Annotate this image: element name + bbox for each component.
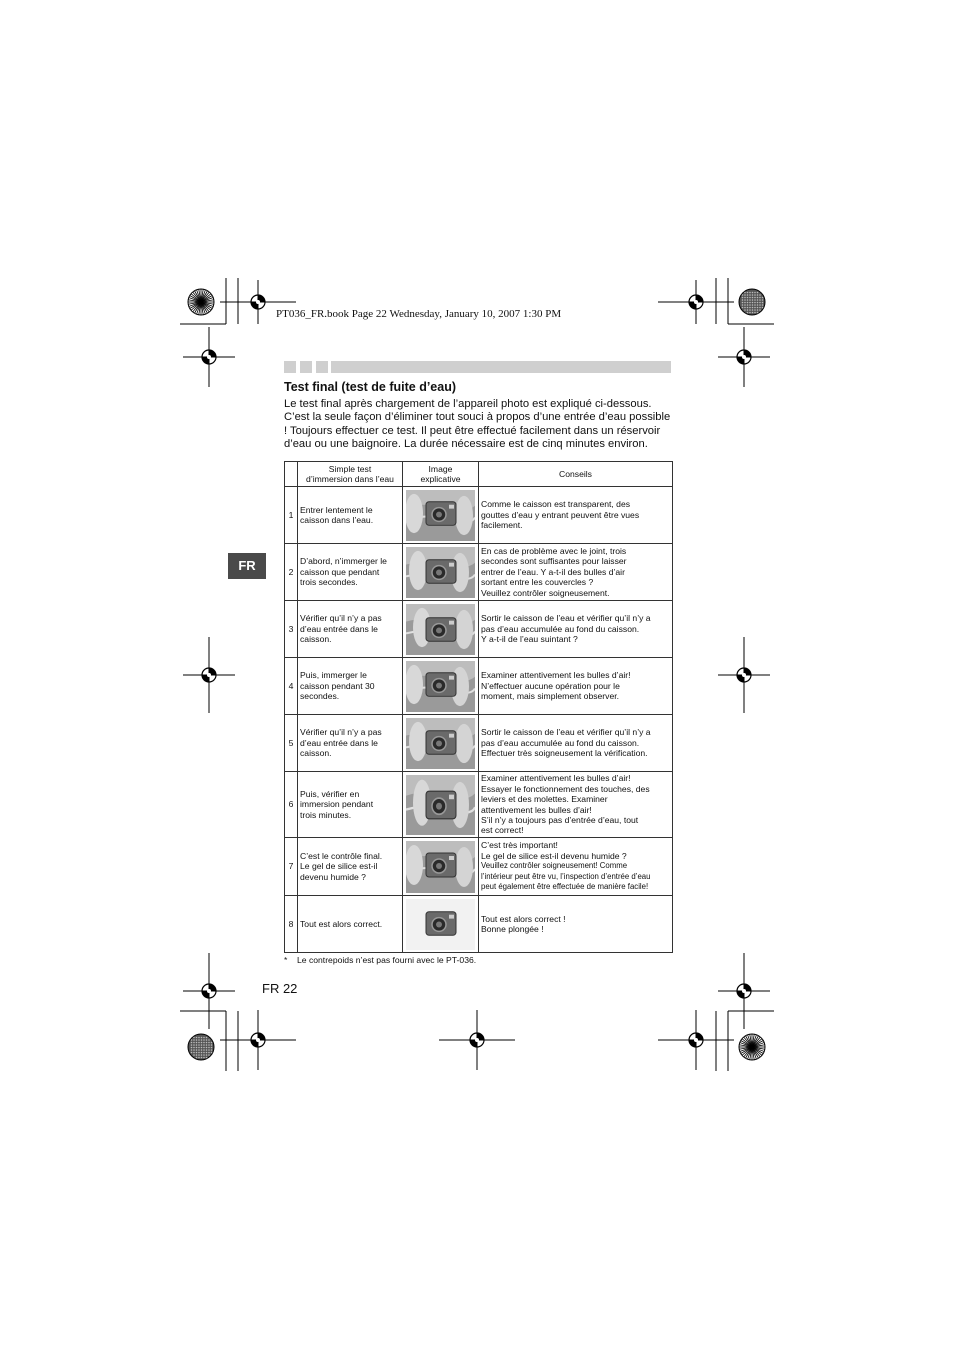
halftone-dot <box>762 304 764 306</box>
step-line: caisson pendant 30 <box>300 680 375 691</box>
halftone-dot <box>752 292 754 294</box>
halftone-dot <box>759 294 761 296</box>
halftone-dot <box>191 1042 193 1044</box>
halftone-dot <box>211 1047 213 1049</box>
header-step <box>298 462 403 487</box>
step-line: Vérifier qu’il n’y a pas <box>300 727 382 738</box>
halftone-dot <box>757 312 759 314</box>
hands-inspecting-housing-photo <box>406 718 475 769</box>
registration-center <box>742 989 746 993</box>
step-description <box>298 838 403 896</box>
halftone-dot <box>754 304 756 306</box>
halftone-dot <box>759 299 761 301</box>
advice-line: Essayer le fonctionnement des touches, des <box>481 783 650 794</box>
intro-paragraph <box>284 398 676 452</box>
registration-center <box>207 673 211 677</box>
registration-center <box>742 673 746 677</box>
halftone-dot <box>742 297 744 299</box>
hands-lowering-housing-photo <box>406 490 475 541</box>
step-number: 1 <box>285 487 298 544</box>
halftone-dot <box>193 1039 195 1041</box>
registration-center <box>694 1038 698 1042</box>
advice-line: Le gel de silice est-il devenu humide ? <box>481 850 627 861</box>
halftone-dot <box>203 1057 205 1059</box>
step-image-cell <box>403 544 479 601</box>
header-line: Image <box>428 463 453 474</box>
band-square <box>316 361 328 373</box>
halftone-dot <box>752 307 754 309</box>
step-image-cell <box>403 896 479 953</box>
step-advice <box>479 715 673 772</box>
step-line: d’eau entrée dans le <box>300 737 378 748</box>
halftone-dot <box>201 1052 203 1054</box>
halftone-dot <box>744 299 746 301</box>
halftone-dot <box>196 1044 198 1046</box>
halftone-dot <box>206 1042 208 1044</box>
step-line: secondes. <box>300 691 340 702</box>
advice-line: Veuillez contrôler soigneusement! Comme <box>481 861 628 871</box>
halftone-dot <box>749 302 751 304</box>
halftone-dot <box>201 1039 203 1041</box>
halftone-dot <box>206 1054 208 1056</box>
table-row <box>285 772 673 838</box>
halftone-dot <box>198 1054 200 1056</box>
step-line: trois minutes. <box>300 809 352 820</box>
advice-line: secondes sont suffisantes pour laisser <box>481 556 627 567</box>
step-image-cell <box>403 658 479 715</box>
halftone-dot <box>196 1037 198 1039</box>
halftone-dot <box>747 312 749 314</box>
halftone-dot <box>198 1047 200 1049</box>
halftone-dot <box>193 1047 195 1049</box>
halftone-dot <box>742 299 744 301</box>
halftone-dot <box>201 1037 203 1039</box>
halftone-dot <box>211 1052 213 1054</box>
advice-line: pas d’eau accumulée au fond du caisson. <box>481 623 640 634</box>
registration-center <box>256 300 260 304</box>
housing-submerged-photo <box>406 661 475 712</box>
halftone-dot <box>754 299 756 301</box>
intro-line: Le test final après chargement de l’appareil photo est expliqué ci-dessous. <box>284 398 652 410</box>
halftone-dot <box>198 1049 200 1051</box>
step-advice <box>479 896 673 953</box>
step-line: Vérifier qu’il n’y a pas <box>300 613 382 624</box>
halftone-dot <box>193 1052 195 1054</box>
halftone-dot <box>744 292 746 294</box>
advice-line: moment, mais simplement observer. <box>481 691 620 702</box>
footnote-marker: * <box>284 955 288 965</box>
step-line: Puis, immerger le <box>300 670 367 681</box>
halftone-dot <box>203 1039 205 1041</box>
step-advice <box>479 487 673 544</box>
step-description <box>298 601 403 658</box>
advice-line: Tout est alors correct ! <box>481 913 566 924</box>
halftone-dot <box>752 297 754 299</box>
halftone-dot <box>747 302 749 304</box>
halftone-dot <box>201 1049 203 1051</box>
halftone-dot <box>744 304 746 306</box>
advice-line: pas d’eau accumulée au fond du caisson. <box>481 737 640 748</box>
halftone-dot <box>201 1054 203 1056</box>
halftone-dot <box>198 1042 200 1044</box>
halftone-dot <box>754 292 756 294</box>
advice-line: Effectuer très soigneusement la vérification. <box>481 748 648 759</box>
halftone-dot <box>191 1044 193 1046</box>
halftone-dot <box>208 1054 210 1056</box>
halftone-dot <box>208 1049 210 1051</box>
halftone-dot <box>754 302 756 304</box>
step-description <box>298 896 403 953</box>
halftone-dot <box>762 302 764 304</box>
halftone-dot <box>203 1052 205 1054</box>
halftone-dot <box>747 297 749 299</box>
step-number: 4 <box>285 658 298 715</box>
registration-center <box>207 989 211 993</box>
halftone-dot <box>757 292 759 294</box>
step-line: d’eau entrée dans le <box>300 623 378 634</box>
halftone-dot <box>196 1049 198 1051</box>
halftone-dot <box>208 1044 210 1046</box>
registration-center <box>742 355 746 359</box>
advice-line: S’il n’y a toujours pas d’entrée d’eau, tout <box>481 814 639 825</box>
halftone-dot <box>201 1042 203 1044</box>
step-image-cell <box>403 601 479 658</box>
header-advice <box>479 462 673 487</box>
band-square <box>284 361 296 373</box>
halftone-dot <box>757 302 759 304</box>
halftone-dot <box>747 307 749 309</box>
registration-center <box>256 1038 260 1042</box>
halftone-dot <box>193 1054 195 1056</box>
halftone-dot <box>196 1047 198 1049</box>
halftone-dot <box>749 312 751 314</box>
header-line: d’immersion dans l’eau <box>306 474 394 484</box>
step-line: Puis, vérifier en <box>300 788 360 799</box>
halftone-dot <box>198 1039 200 1041</box>
hands-final-check-photo <box>406 841 475 893</box>
advice-line: Sortir le caisson de l’eau et vérifier qu’il n’y a <box>481 613 651 624</box>
halftone-dot <box>203 1049 205 1051</box>
step-line: C’est le contrôle final. <box>300 850 383 861</box>
halftone-dot <box>196 1039 198 1041</box>
halftone-dot <box>198 1057 200 1059</box>
advice-line: Comme le caisson est transparent, des <box>481 499 631 510</box>
advice-line: Veuillez contrôler soigneusement. <box>481 587 610 598</box>
table-row <box>285 896 673 953</box>
halftone-dot <box>208 1039 210 1041</box>
advice-line: est correct! <box>481 825 524 836</box>
halftone-dot <box>744 297 746 299</box>
halftone-dot <box>744 307 746 309</box>
halftone-dot <box>752 294 754 296</box>
halftone-dot <box>747 309 749 311</box>
halftone-dot <box>754 312 756 314</box>
advice-line: C’est très important! <box>481 840 558 851</box>
halftone-dot <box>757 299 759 301</box>
halftone-dot <box>757 304 759 306</box>
intro-line: ! Toujours effectuer ce test. Il peut être effectué facilement dans un réservoir <box>284 424 661 437</box>
halftone-dot <box>191 1052 193 1054</box>
halftone-dot <box>757 294 759 296</box>
halftone-dot <box>747 299 749 301</box>
halftone-dot <box>206 1057 208 1059</box>
intro-line: C’est la seule façon d’éliminer tout souci à propos d’une entrée d’eau possible <box>284 411 671 424</box>
step-advice <box>479 772 673 838</box>
step-image-cell <box>403 487 479 544</box>
halftone-dot <box>759 309 761 311</box>
halftone-dot <box>206 1049 208 1051</box>
halftone-dot <box>742 304 744 306</box>
step-line: D’abord, n’immerger le <box>300 556 387 567</box>
halftone-dot <box>201 1044 203 1046</box>
halftone-dot <box>759 304 761 306</box>
advice-line: attentivement les bulles d’air! <box>481 804 592 815</box>
halftone-dot <box>759 307 761 309</box>
step-image-cell <box>403 715 479 772</box>
halftone-dot <box>191 1047 193 1049</box>
footnote-text: Le contrepoids n’est pas fourni avec le PT-036. <box>297 955 477 965</box>
halftone-dot <box>208 1052 210 1054</box>
step-number: 8 <box>285 896 298 953</box>
table-row <box>285 715 673 772</box>
halftone-dot <box>752 302 754 304</box>
halftone-dot <box>206 1052 208 1054</box>
table-header-row <box>285 462 673 487</box>
advice-line: l’intérieur peut être vu, l’inspection d’entrée d’eau <box>481 871 651 881</box>
leak-test-table <box>284 461 673 953</box>
halftone-dot <box>754 297 756 299</box>
table-row <box>285 544 673 601</box>
halftone-dot <box>196 1054 198 1056</box>
halftone-dot <box>208 1042 210 1044</box>
halftone-dot <box>754 309 756 311</box>
housing-in-water-photo <box>406 547 475 598</box>
advice-line: peut également être effectuée de manière facile! <box>481 882 649 892</box>
table-row <box>285 658 673 715</box>
section-band <box>284 361 671 373</box>
halftone-dot <box>198 1037 200 1039</box>
halftone-dot <box>206 1037 208 1039</box>
table-row <box>285 487 673 544</box>
step-line: caisson dans l’eau. <box>300 515 374 525</box>
advice-line: N’effectuer aucune opération pour le <box>481 680 620 691</box>
header-line: Simple test <box>328 463 372 474</box>
halftone-dot <box>752 312 754 314</box>
halftone-dot <box>211 1044 213 1046</box>
halftone-dot <box>757 309 759 311</box>
advice-line: Sortir le caisson de l’eau et vérifier qu’il n’y a <box>481 727 651 738</box>
step-advice <box>479 601 673 658</box>
halftone-dot <box>191 1049 193 1051</box>
housing-operation-photo <box>406 775 475 835</box>
language-tab: FR <box>228 553 266 579</box>
step-advice <box>479 658 673 715</box>
halftone-dot <box>762 307 764 309</box>
halftone-dot <box>752 309 754 311</box>
halftone-dot <box>211 1042 213 1044</box>
step-line: caisson que pendant <box>300 566 380 577</box>
halftone-dot <box>754 294 756 296</box>
band-square <box>300 361 312 373</box>
step-line: immersion pendant <box>300 799 374 810</box>
band-bar <box>331 361 671 373</box>
halftone-dot <box>196 1052 198 1054</box>
header-image <box>403 462 479 487</box>
step-number: 2 <box>285 544 298 601</box>
halftone-dot <box>196 1042 198 1044</box>
step-line: Le gel de silice est-il <box>300 861 378 872</box>
halftone-dot <box>203 1037 205 1039</box>
halftone-dot <box>201 1057 203 1059</box>
advice-line: facilement. <box>481 520 523 531</box>
advice-line: sortant entre les couvercles ? <box>481 577 594 588</box>
halftone-dot <box>749 307 751 309</box>
halftone-dot <box>203 1054 205 1056</box>
halftone-dot <box>208 1047 210 1049</box>
step-description <box>298 658 403 715</box>
halftone-dot <box>762 297 764 299</box>
halftone-dot <box>747 304 749 306</box>
step-advice <box>479 544 673 601</box>
table-row <box>285 838 673 896</box>
halftone-dot <box>749 297 751 299</box>
halftone-dot <box>752 299 754 301</box>
step-number: 3 <box>285 601 298 658</box>
halftone-dot <box>744 294 746 296</box>
step-line: Tout est alors correct. <box>300 918 383 929</box>
halftone-dot <box>749 294 751 296</box>
halftone-dot <box>742 307 744 309</box>
header-line: Conseils <box>559 468 592 479</box>
halftone-dot <box>193 1049 195 1051</box>
halftone-dot <box>749 304 751 306</box>
halftone-dot <box>747 292 749 294</box>
halftone-dot <box>742 302 744 304</box>
hands-holding-housing-photo <box>406 604 475 655</box>
halftone-dot <box>206 1039 208 1041</box>
halftone-dot <box>198 1044 200 1046</box>
underwater-housing-photo <box>406 899 475 950</box>
halftone-dot <box>193 1044 195 1046</box>
halftone-dot <box>759 297 761 299</box>
halftone-dot <box>206 1047 208 1049</box>
advice-line: gouttes d’eau y entrant peuvent être vues <box>481 509 640 520</box>
halftone-dot <box>762 299 764 301</box>
halftone-dot <box>754 307 756 309</box>
step-image-cell <box>403 838 479 896</box>
page-number: FR 22 <box>262 981 298 996</box>
advice-line: Examiner attentivement les bulles d’air! <box>481 773 631 784</box>
halftone-dot <box>752 304 754 306</box>
halftone-dot <box>744 302 746 304</box>
step-description <box>298 715 403 772</box>
halftone-dot <box>203 1042 205 1044</box>
step-description <box>298 487 403 544</box>
advice-line: leviers et des molettes. Examiner <box>481 794 608 805</box>
print-header: PT036_FR.book Page 22 Wednesday, January 10, 2007 1:30 PM <box>276 308 562 320</box>
advice-line: Y a-t-il de l’eau suintant ? <box>481 634 578 645</box>
step-number: 6 <box>285 772 298 838</box>
halftone-dot <box>191 1039 193 1041</box>
halftone-dot <box>193 1042 195 1044</box>
halftone-dot <box>749 292 751 294</box>
step-line: trois secondes. <box>300 577 358 588</box>
step-image-cell <box>403 772 479 838</box>
halftone-dot <box>757 297 759 299</box>
step-line: devenu humide ? <box>300 871 366 882</box>
halftone-dot <box>206 1044 208 1046</box>
advice-line: Bonne plongée ! <box>481 924 544 934</box>
header-num <box>285 462 298 487</box>
step-line: caisson. <box>300 634 332 645</box>
registration-center <box>207 355 211 359</box>
step-advice <box>479 838 673 896</box>
step-description <box>298 772 403 838</box>
step-line: Entrer lentement le <box>300 504 373 515</box>
registration-center <box>475 1038 479 1042</box>
halftone-dot <box>196 1057 198 1059</box>
step-number: 7 <box>285 838 298 896</box>
halftone-dot <box>747 294 749 296</box>
halftone-dot <box>201 1047 203 1049</box>
halftone-dot <box>211 1049 213 1051</box>
halftone-dot <box>749 299 751 301</box>
intro-line: d’eau ou une baignoire. La durée nécessaire est de cinq minutes environ. <box>284 438 648 451</box>
step-description <box>298 544 403 601</box>
halftone-dot <box>198 1052 200 1054</box>
step-line: caisson. <box>300 748 332 759</box>
halftone-dot <box>203 1044 205 1046</box>
footnote <box>284 955 476 965</box>
registration-center <box>694 300 698 304</box>
halftone-dot <box>744 309 746 311</box>
halftone-dot <box>759 302 761 304</box>
halftone-dot <box>193 1037 195 1039</box>
section-title: Test final (test de fuite d’eau) <box>284 380 457 394</box>
step-number: 5 <box>285 715 298 772</box>
header-line: explicative <box>420 474 461 484</box>
halftone-dot <box>749 309 751 311</box>
advice-line: Examiner attentivement les bulles d’air! <box>481 670 631 681</box>
table-row <box>285 601 673 658</box>
advice-line: entrer de l’eau. Y a-t-il des bulles d’air <box>481 566 625 577</box>
halftone-dot <box>742 294 744 296</box>
halftone-dot <box>757 307 759 309</box>
advice-line: En cas de problème avec le joint, trois <box>481 545 627 556</box>
halftone-dot <box>203 1047 205 1049</box>
